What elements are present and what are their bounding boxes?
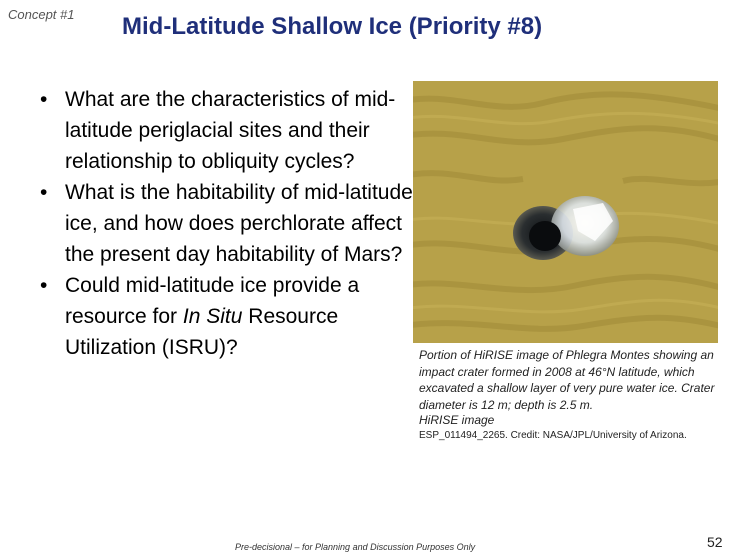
bullet-text: What is the habitability of mid-latitude ice, and how does perchlorate affect the present day habitability of Mars? [65, 181, 413, 266]
bullet-text-pre: Could mid-latitude ice provide a resource for [65, 274, 360, 328]
image-credit [419, 413, 719, 443]
bullet-item-3 [40, 270, 420, 363]
bullet-item-1 [40, 84, 420, 177]
bullet-item-2 [40, 177, 420, 270]
page-number: 52 [707, 534, 723, 550]
footer-note: Pre-decisional – for Planning and Discussion Purposes Only [235, 542, 476, 552]
slide-title: Mid-Latitude Shallow Ice (Priority #8) [122, 13, 543, 40]
concept-label: Concept #1 [8, 7, 75, 22]
credit-heading: HiRISE image [419, 413, 495, 427]
bullet-dot: • [40, 274, 48, 297]
bullet-text-italic: In Situ [182, 305, 243, 328]
crater-image-drawing [413, 81, 718, 343]
credit-text: ESP_011494_2265. Credit: NASA/JPL/University of Arizona. [419, 430, 687, 441]
bullet-dot: • [40, 88, 48, 111]
bullet-list [40, 84, 420, 363]
bullet-text: What are the characteristics of mid-latitude periglacial sites and their relationship to obliquity cycles? [65, 88, 396, 173]
image-caption: Portion of HiRISE image of Phlegra Montes showing an impact crater formed in 2008 at 46°N latitude, which excavated a shallow layer of very pure water ice. Crater diameter is 12 m; depth is 2.5 m. [419, 348, 715, 412]
bullet-text-post: Resource Utilization (ISRU)? [65, 305, 339, 359]
bullet-dot: • [40, 181, 48, 204]
crater-image [413, 81, 718, 343]
